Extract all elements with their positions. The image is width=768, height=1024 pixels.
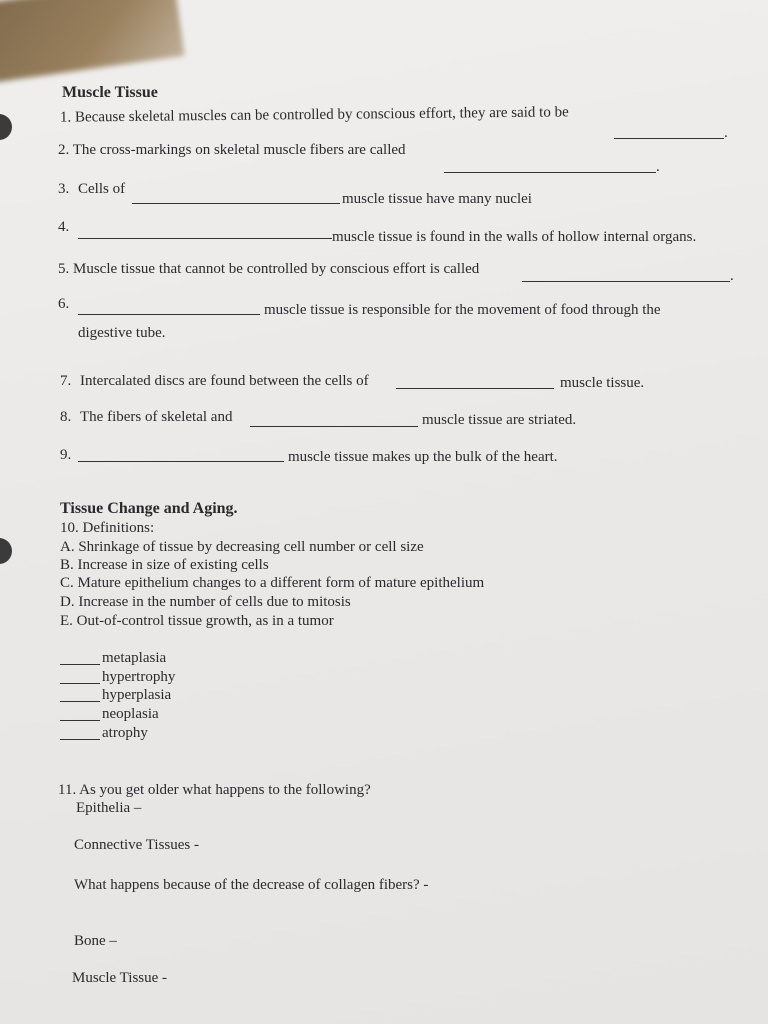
collagen-fibers-prompt: What happens because of the decrease of collagen fibers? - (74, 877, 429, 893)
match-blank[interactable] (60, 664, 100, 665)
definition-e: E. Out-of-control tissue growth, as in a tumor (60, 613, 334, 629)
connective-tissues-prompt: Connective Tissues - (74, 837, 200, 853)
question-10-label: 10. Definitions: (60, 520, 155, 536)
desk-edge (0, 0, 185, 84)
question-4-number: 4. (58, 219, 70, 235)
answer-blank-7[interactable] (396, 388, 554, 389)
epithelia-prompt: Epithelia – (76, 800, 142, 816)
period: . (656, 159, 660, 175)
definition-c: C. Mature epithelium changes to a different form of mature epithelium (60, 575, 485, 591)
question-9-suffix: muscle tissue makes up the bulk of the heart. (288, 449, 558, 465)
question-8-suffix: muscle tissue are striated. (422, 412, 577, 428)
question-6-suffix: muscle tissue is responsible for the movement of food through the (264, 302, 661, 318)
period: . (730, 268, 734, 284)
binder-hole (0, 538, 12, 564)
match-blank[interactable] (60, 720, 100, 721)
question-2 (58, 141, 406, 159)
answer-blank-2[interactable] (444, 172, 656, 173)
term-atrophy: atrophy (102, 725, 148, 741)
question-1 (60, 103, 569, 126)
question-3-number: 3. (58, 181, 70, 197)
section-title-muscle: Muscle Tissue (62, 84, 158, 101)
question-number: 1. (59, 109, 72, 126)
question-6-number: 6. (58, 296, 70, 312)
muscle-tissue-prompt: Muscle Tissue - (72, 970, 168, 986)
question-7-number: 7. (60, 373, 72, 389)
match-blank[interactable] (60, 701, 100, 702)
question-8-prefix: The fibers of skeletal and (80, 409, 233, 425)
question-8-number: 8. (60, 409, 72, 425)
question-6-continued: digestive tube. (78, 325, 166, 341)
question-7-suffix: muscle tissue. (560, 375, 645, 391)
question-text: Muscle tissue that cannot be controlled by conscious effort is called (73, 261, 480, 277)
answer-blank-8[interactable] (250, 426, 418, 427)
question-number: 5. (58, 261, 70, 277)
match-blank[interactable] (60, 739, 100, 740)
definition-b: B. Increase in size of existing cells (60, 557, 269, 573)
term-neoplasia: neoplasia (102, 706, 159, 722)
answer-blank-6[interactable] (78, 314, 260, 315)
question-3-suffix: muscle tissue have many nuclei (342, 191, 532, 207)
question-9-number: 9. (60, 447, 72, 463)
question-4-suffix: muscle tissue is found in the walls of hollow internal organs. (332, 229, 697, 245)
section-title-aging: Tissue Change and Aging. (60, 500, 238, 517)
bone-prompt: Bone – (74, 933, 117, 949)
term-hyperplasia: hyperplasia (102, 687, 172, 703)
question-text: The cross-markings on skeletal muscle fibers are called (72, 142, 406, 158)
question-text: Because skeletal muscles can be controlled by conscious effort, they are said to be (74, 104, 569, 126)
binder-hole (0, 114, 12, 140)
answer-blank-3[interactable] (132, 203, 340, 204)
question-3-prefix: Cells of (78, 181, 126, 197)
answer-blank-5[interactable] (522, 281, 730, 282)
answer-blank-4[interactable] (78, 238, 332, 239)
definition-a: A. Shrinkage of tissue by decreasing cell number or cell size (60, 539, 424, 555)
answer-blank-9[interactable] (78, 461, 284, 462)
match-blank[interactable] (60, 683, 100, 684)
answer-blank-1[interactable] (614, 138, 724, 139)
definition-d: D. Increase in the number of cells due to mitosis (60, 594, 351, 610)
question-7-prefix: Intercalated discs are found between the cells of (80, 373, 369, 389)
term-metaplasia: metaplasia (102, 650, 167, 666)
term-hypertrophy: hypertrophy (102, 669, 176, 685)
question-11-label: 11. As you get older what happens to the following? (58, 782, 371, 798)
question-number: 2. (58, 142, 70, 158)
question-5 (58, 260, 479, 278)
period: . (724, 125, 728, 141)
